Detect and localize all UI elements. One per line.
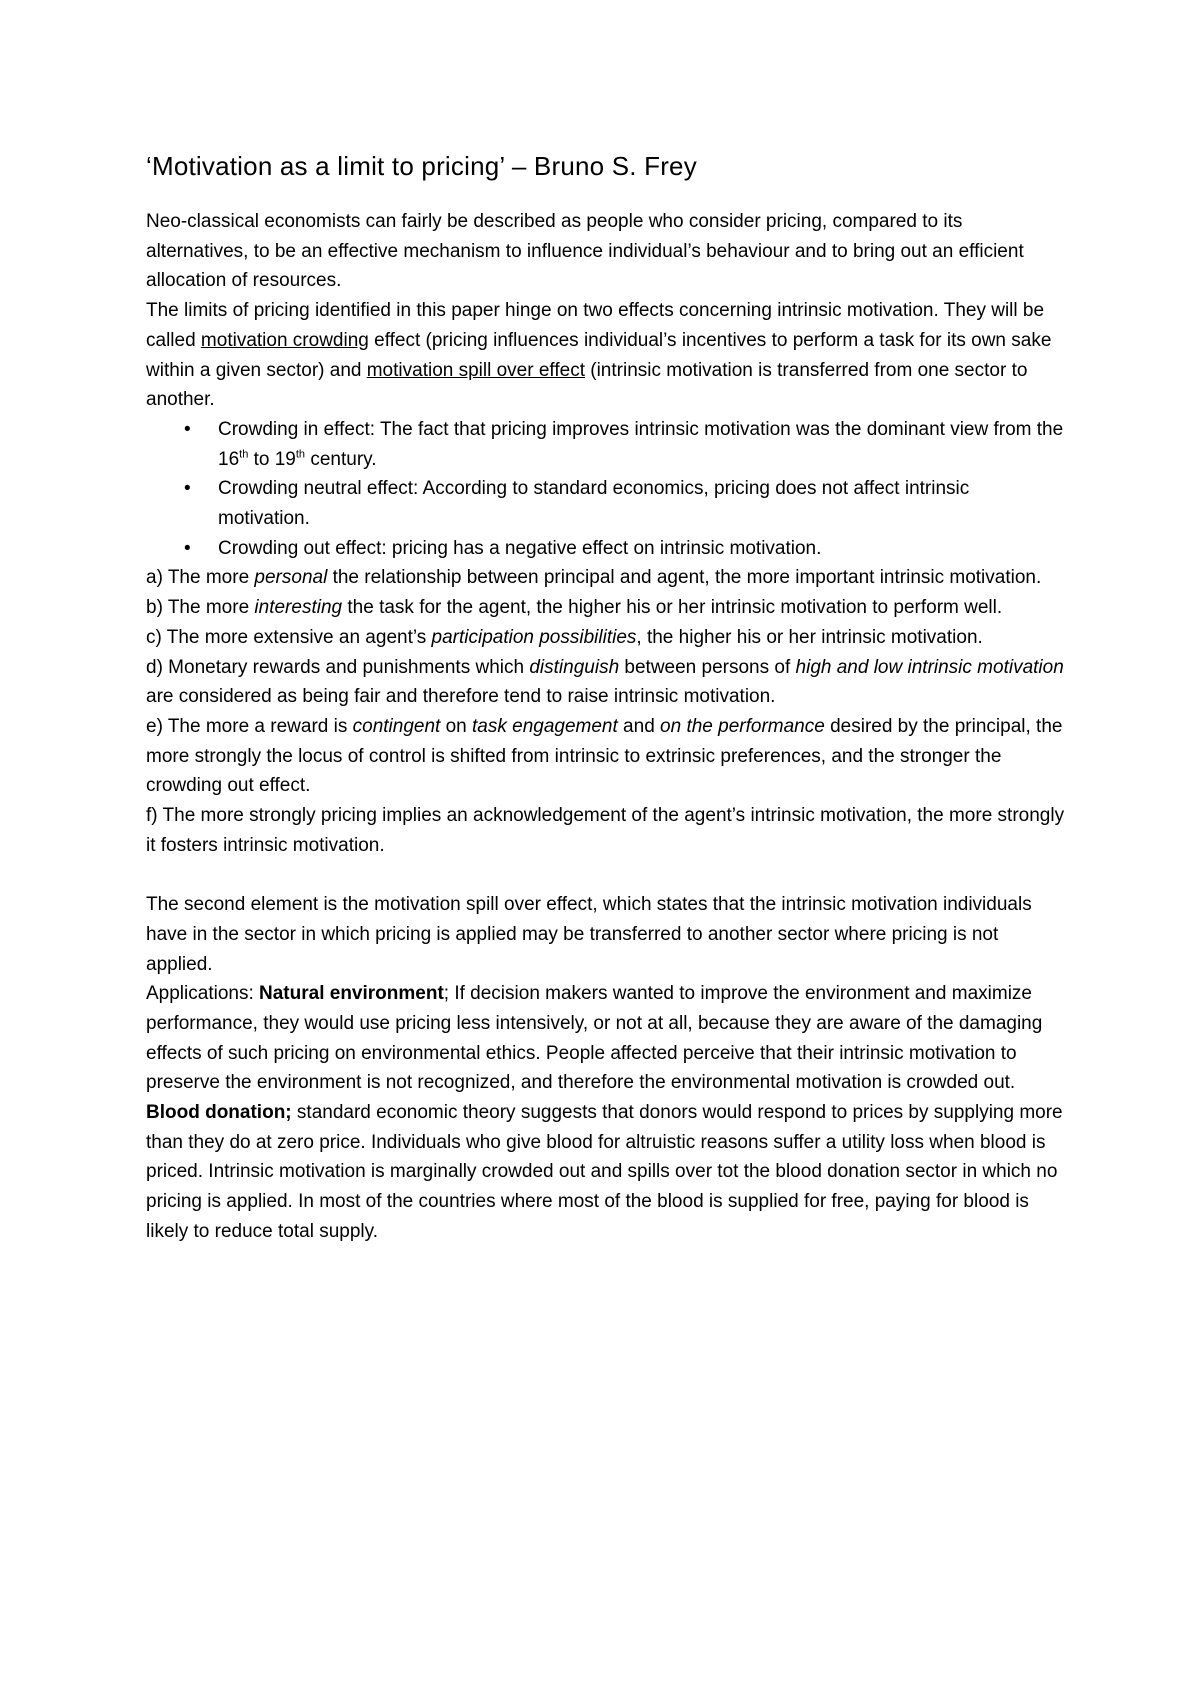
- item-c: [146, 623, 1066, 653]
- text-run: on: [440, 715, 473, 737]
- text-run: effect (pricing influences individual’s incentives to perform a task for its own sake within a given sector) and: [146, 329, 1052, 381]
- text-run: and: [617, 715, 661, 737]
- blank-line: [146, 860, 1066, 890]
- text-run: The limits of pricing identified in this paper hinge on two effects concerning intrinsic motivation. They will be called: [146, 300, 1045, 351]
- text-run: Crowding in effect: The fact that pricing improves intrinsic motivation was the dominant view from the 16: [218, 418, 1064, 470]
- superscript: th: [295, 448, 306, 461]
- item-d: [146, 653, 1066, 712]
- underlined-term-motivation-spill-over: motivation spill over effect: [366, 359, 585, 381]
- paragraph-spill-over: The second element is the motivation spill over effect, which states that the intrinsic motivation individuals have in the sector in which pricing is applied may be transferred to another sector where pricing is not applied.: [146, 894, 1032, 975]
- paragraph-intro: Neo-classical economists can fairly be described as people who consider pricing, compared to its alternatives, to be an effective mechanism to influence individual’s behaviour and to bring out an efficient allocation of resources.: [146, 211, 1024, 292]
- text-run: ; If decision makers wanted to improve the environment and maximize performance, they would use pricing less intensively, or not at all, because they are aware of the damaging effects of such pricing on environmental ethics. People affected perceive that their intrinsic motivation to preserve the environment is not recognized, and therefore the environmental motivation is crowded out.: [146, 983, 1043, 1094]
- underlined-term-motivation-crowding: motivation crowding: [200, 329, 369, 351]
- paragraph-limits: [146, 296, 1066, 415]
- text-run: between persons of: [619, 656, 796, 678]
- text-run: a) The more: [146, 567, 255, 589]
- bullet-icon: •: [184, 418, 191, 440]
- text-run: Crowding out effect: pricing has a negative effect on intrinsic motivation.: [218, 537, 822, 559]
- item-b: [146, 593, 1066, 623]
- italic-term: on the performance: [660, 715, 825, 737]
- italic-term: distinguish: [529, 656, 620, 678]
- paragraph-blood-donation: [146, 1098, 1066, 1247]
- text-run: the task for the agent, the higher his or her intrinsic motivation to perform well.: [342, 597, 1003, 619]
- text-run: e) The more a reward is: [146, 715, 353, 737]
- bullet-icon: •: [184, 537, 191, 559]
- text-run: are considered as being fair and therefore tend to raise intrinsic motivation.: [146, 686, 776, 708]
- text-run: b) The more: [146, 597, 255, 619]
- italic-term: task engagement: [472, 715, 618, 737]
- list-item-crowding-in: [146, 415, 1066, 474]
- text-run: century.: [305, 448, 377, 470]
- text-run: (intrinsic motivation is transferred from one sector to another.: [146, 359, 1028, 411]
- italic-term: participation possibilities: [431, 626, 637, 648]
- italic-term: high and low intrinsic motivation: [795, 656, 1064, 678]
- text-run: , the higher his or her intrinsic motivation.: [636, 626, 983, 648]
- superscript: th: [239, 448, 249, 461]
- bold-term-blood-donation: Blood donation;: [146, 1102, 292, 1124]
- text-run: Crowding neutral effect: According to standard economics, pricing does not affect intrinsic motivation.: [218, 478, 970, 530]
- text-run: c) The more extensive an agent’s: [146, 626, 432, 648]
- text-run: to 19: [248, 448, 296, 470]
- list-item-crowding-out: [146, 534, 1066, 564]
- text-run: Applications:: [146, 983, 260, 1005]
- paragraph-natural-environment: [146, 979, 1066, 1098]
- italic-term: contingent: [352, 715, 441, 737]
- bullet-icon: •: [184, 478, 191, 500]
- item-e: [146, 712, 1066, 801]
- text-run: standard economic theory suggests that donors would respond to prices by supplying more than they do at zero price. Individuals who give blood for altruistic reasons suffer a utility loss when blood is priced. Intrinsic motivation is marginally crowded out and spills over tot the blood donation sector in which no pricing is applied. In most of the countries where most of the blood is supplied for free, paying for blood is likely to reduce total supply.: [146, 1102, 1063, 1242]
- document-body: [146, 207, 1066, 1247]
- item-a: [146, 563, 1066, 593]
- item-f: f) The more strongly pricing implies an acknowledgement of the agent’s intrinsic motivation, the more strongly it fosters intrinsic motivation.: [146, 805, 1065, 856]
- document-title: ‘Motivation as a limit to pricing’ – Bruno S. Frey: [146, 151, 697, 181]
- italic-term: personal: [254, 567, 328, 589]
- text-run: d) Monetary rewards and punishments which: [146, 656, 530, 678]
- document-page: [146, 145, 1066, 1247]
- italic-term: interesting: [254, 597, 343, 619]
- text-run: desired by the principal, the more strongly the locus of control is shifted from intrinsic to extrinsic preferences, and the stronger the crowding out effect.: [146, 715, 1063, 797]
- bold-term-natural-environment: Natural environment: [259, 983, 444, 1005]
- bullet-list: [146, 415, 1066, 564]
- text-run: the relationship between principal and agent, the more important intrinsic motivation.: [327, 567, 1042, 589]
- list-item-crowding-neutral: [146, 474, 1066, 533]
